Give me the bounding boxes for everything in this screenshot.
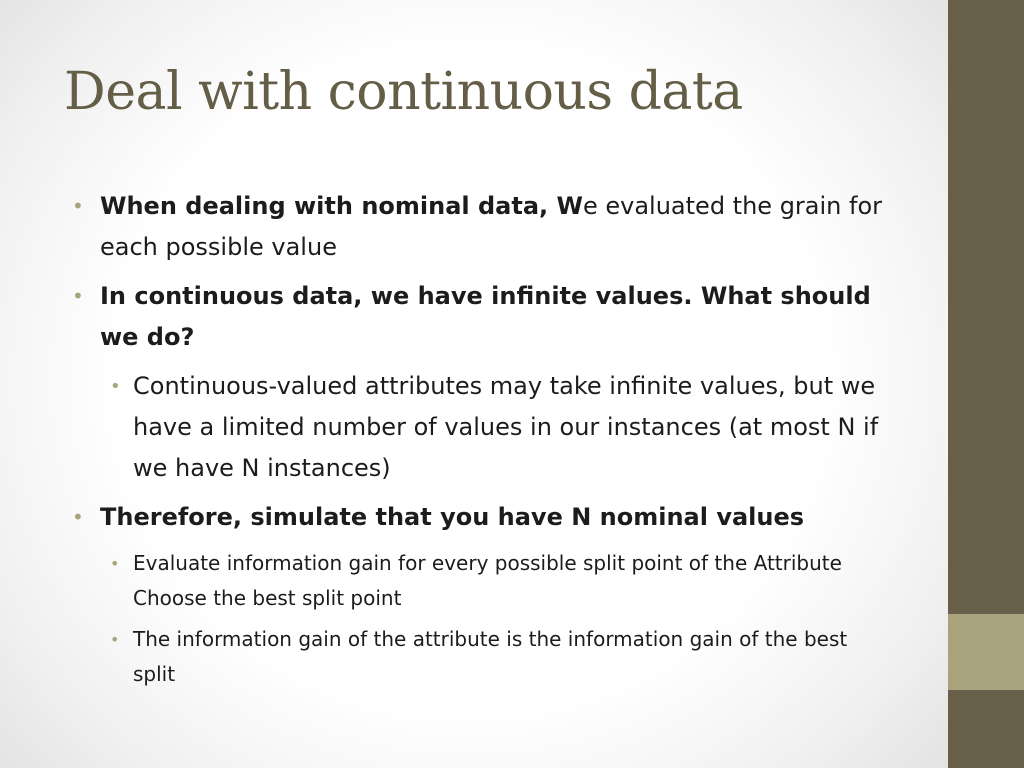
bullet-text: e evaluated the grain for each possible value (100, 192, 883, 261)
bullet-item-simulate-nominal (70, 497, 890, 538)
bullet-dot-icon: • (110, 554, 120, 573)
bullet-text: Evaluate information gain for every possible split point of the Attribute Choose the best split point (133, 551, 842, 610)
bullet-bold-text: When dealing with nominal data, W (100, 192, 583, 220)
bullet-item-nominal-data (70, 186, 890, 268)
bullet-text: The information gain of the attribute is the information gain of the best split (133, 627, 848, 686)
bullet-bold-text: Therefore, simulate that you have N nominal values (100, 503, 805, 531)
bullet-dot-icon: • (72, 194, 84, 218)
bullet-list (70, 186, 890, 698)
bullet-bold-text: In continuous data, we have infinite values. What should we do? (100, 282, 871, 351)
bullet-dot-icon: • (72, 284, 84, 308)
bullet-dot-icon: • (110, 376, 121, 397)
bullet-dot-icon: • (110, 630, 120, 649)
sub-bullet-item-evaluate-split (70, 546, 890, 616)
bullet-dot-icon: • (72, 505, 84, 529)
bullet-item-continuous-data (70, 276, 890, 358)
bullet-text: Continuous-valued attributes may take infinite values, but we have a limited number of values in our instances (at most N if we have N instances) (133, 372, 879, 482)
sub-bullet-item-best-split (70, 622, 890, 692)
side-accent-block (948, 614, 1024, 690)
sub-bullet-item-infinite-values (70, 366, 890, 489)
slide-title: Deal with continuous data (64, 62, 743, 122)
